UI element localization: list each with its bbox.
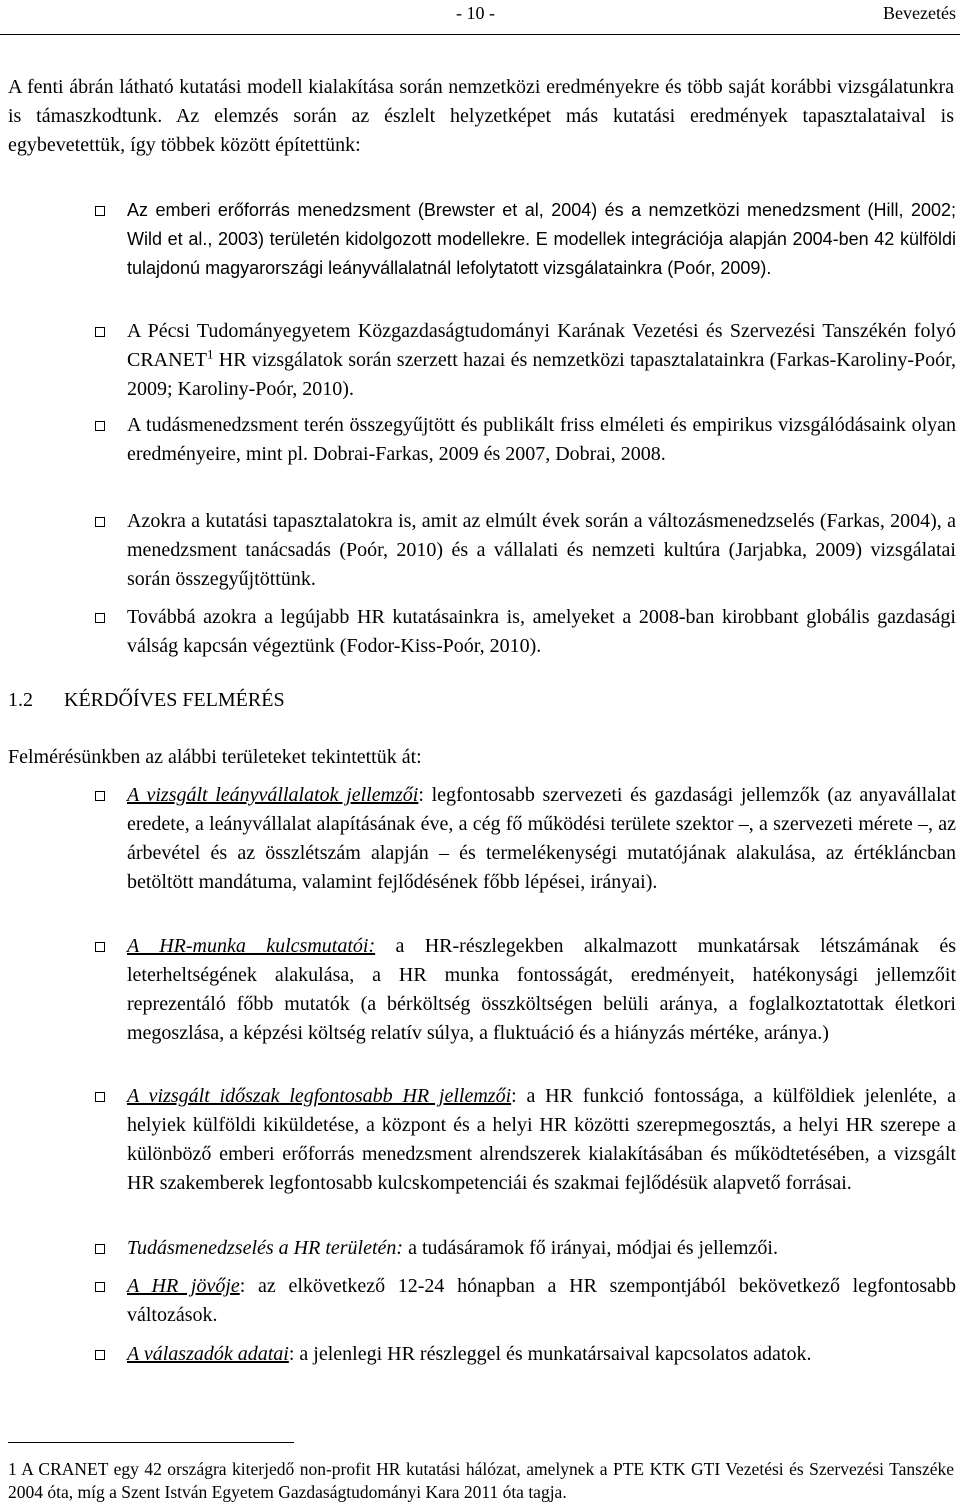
page-header	[0, 0, 960, 35]
survey-area-item	[84, 932, 956, 1048]
running-section-title: Bevezetés	[883, 3, 956, 23]
checkbox-bullet-icon	[95, 613, 105, 623]
survey-area-item	[84, 1234, 956, 1263]
area-text: a tudásáramok fő irányai, módjai és jellemzői.	[403, 1237, 778, 1259]
footnote-separator	[8, 1442, 294, 1443]
area-text: a HR-részlegekben alkalmazott munkatársak létszámának és leterheltségének alakulása, a HR munka fontosságát, eredményeit, hatékonysági jellemzőit reprezentáló főbb mutatók (a bérköltség összköltségen belüli aránya, a foglalkoztatottak életkori megoszlása, a képzési költség relatív súlya, a fluktuáció és a hiányzás mértéke, aránya.)	[127, 935, 956, 1044]
area-label: A vizsgált leányvállalatok jellemzői	[127, 784, 419, 806]
intro-paragraph: A fenti ábrán látható kutatási modell kialakítása során nemzetközi eredményekre és több saját korábbi vizsgálatunkra is támaszkodtunk. Az elemzés során az észlelt helyzetképet más kutatási eredmények tapasztalataival is egybevetettük, így többek között építettünk:	[8, 76, 954, 156]
source-text: A tudásmenedzsment terén összegyűjtött és publikált friss elméleti és empirikus vizsgálódásaink olyan eredményeire, mint pl. Dobrai-Farkas, 2009 és 2007, Dobrai, 2008.	[127, 414, 956, 465]
source-text: Továbbá azokra a legújabb HR kutatásainkra is, amelyeket a 2008-ban kirobbant globális gazdasági válság kapcsán végeztünk (Fodor-Kiss-Poór, 2010).	[127, 606, 956, 657]
area-text: : legfontosabb szervezeti és gazdasági jellemzők (az anyavállalat eredete, a leányvállalat alapításának éve, a cég fő működési területe szektor –, a szervezeti mérete –, az árbevétel és az összlétszám alapján – és termelékenységi mutatójának alakulása, az értékláncban betöltött mandátuma, valamint fejlődésének főbb lépései, irányai).	[127, 784, 957, 893]
survey-area-item	[84, 1082, 956, 1198]
area-label: A HR jövője	[127, 1275, 240, 1297]
footnote-reference: 1	[207, 346, 214, 362]
area-label: Tudásmenedzselés a HR területén:	[127, 1237, 404, 1259]
section-number: 1.2	[8, 689, 33, 711]
source-list-item	[84, 411, 956, 469]
checkbox-bullet-icon	[95, 1092, 105, 1102]
footnote-mark: 1	[8, 1459, 17, 1479]
checkbox-bullet-icon	[95, 942, 105, 952]
source-text: Az emberi erőforrás menedzsment (Brewster et al, 2004) és a nemzetközi menedzsment (Hill, 2002; Wild et al., 2003) területén kidolgozott modellekre. E modellek integrációja alapján 2004-ben 42 külföldi tulajdonú magyarországi leányvállalatnál lefolytatott vizsgálatainkra (Poór, 2009).	[127, 200, 956, 278]
area-text: : a jelenlegi HR részleggel és munkatársaival kapcsolatos adatok.	[288, 1343, 812, 1365]
checkbox-bullet-icon	[95, 421, 105, 431]
page-number: - 10 -	[456, 3, 495, 23]
area-label: A vizsgált időszak legfontosabb HR jellemzői	[127, 1085, 512, 1107]
checkbox-bullet-icon	[95, 791, 105, 801]
area-text: : a HR funkció fontossága, a külföldiek jelenléte, a helyiek külföldi kiküldetése, a központ és a helyi HR közötti szerepmegosztás, a helyi HR szerepe a különböző emberi erőforrás menedzsment alrendszerek kialakításában és működtetésében, a vizsgált HR szakemberek legfontosabb kulcskompetenciái és szakmai fejlődésük alapvető forrásai.	[127, 1085, 956, 1194]
checkbox-bullet-icon	[95, 1282, 105, 1292]
source-list-item	[84, 603, 956, 661]
section-heading	[8, 686, 285, 715]
checkbox-bullet-icon	[95, 1350, 105, 1360]
source-text: A Pécsi Tudományegyetem Közgazdaságtudományi Karának Vezetési és Szervezési Tanszékén folyó CRANET$^1$ HR vizsgálatok során szerzett hazai és nemzetközi tapasztalatainkra (Farkas-Karoliny-Poór, 2009; Karoliny-Poór, 2010).	[127, 320, 956, 400]
checkbox-bullet-icon	[95, 1244, 105, 1254]
source-list-item	[84, 196, 956, 283]
section-title: KÉRDŐÍVES FELMÉRÉS	[64, 689, 285, 711]
checkbox-bullet-icon	[95, 206, 105, 216]
area-label: A válaszadók adatai	[127, 1343, 289, 1365]
area-text: : az elkövetkező 12-24 hónapban a HR szempontjából bekövetkező legfontosabb változások.	[127, 1275, 956, 1326]
checkbox-bullet-icon	[95, 327, 105, 337]
checkbox-bullet-icon	[95, 517, 105, 527]
area-label: A HR-munka kulcsmutatói:	[127, 935, 376, 957]
source-list-item	[84, 317, 956, 404]
survey-area-item	[84, 1272, 956, 1330]
footnote	[8, 1458, 954, 1504]
footnote-text: A CRANET egy 42 országra kiterjedő non-profit HR kutatási hálózat, amelynek a PTE KTK GTI Vezetési és Szervezési Tanszéke 2004 óta, míg a Szent István Egyetem Gazdaságtudományi Kara 2011 óta tagja.	[8, 1459, 954, 1502]
survey-intro-paragraph: Felmérésünkben az alábbi területeket tekintettük át:	[8, 746, 422, 768]
survey-area-item	[84, 781, 956, 897]
survey-area-item	[84, 1340, 956, 1369]
source-text: Azokra a kutatási tapasztalatokra is, amit az elmúlt évek során a változásmenedzselés (Farkas, 2004), a menedzsment tanácsadás (Poór, 2010) és a vállalati és nemzeti kultúra (Jarjabka, 2009) vizsgálatai során összegyűjtöttünk.	[127, 510, 956, 590]
source-list-item	[84, 507, 956, 594]
